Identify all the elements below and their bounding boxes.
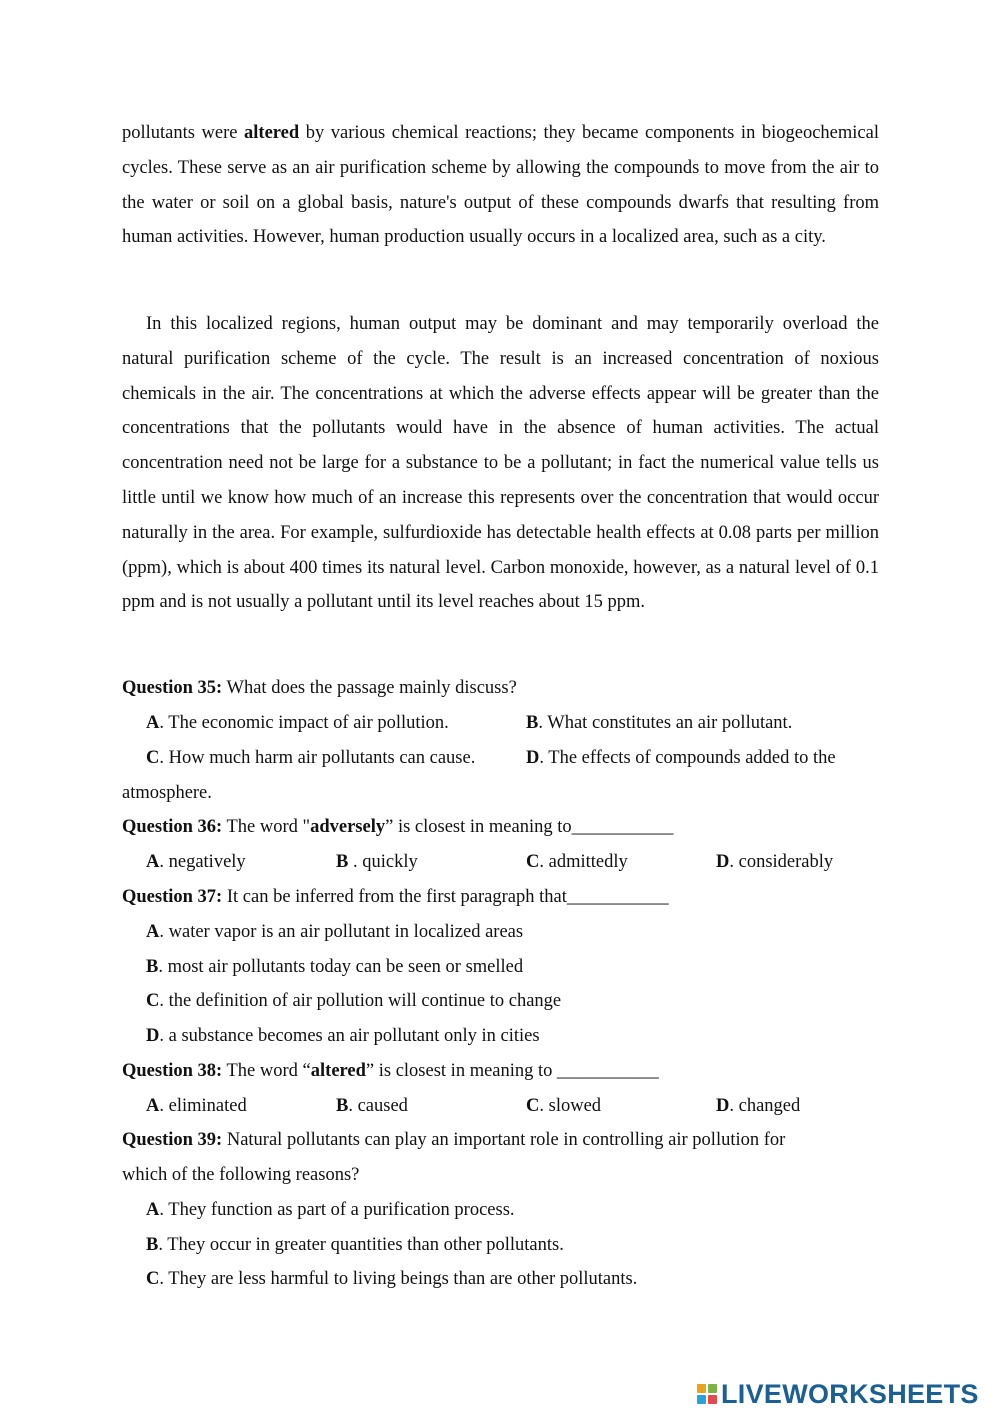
q35-c-letter: C — [146, 748, 160, 768]
q37-label: Question 37: — [122, 887, 223, 907]
q37-a-letter: A — [146, 922, 160, 942]
liveworksheets-logo[interactable] — [697, 1374, 979, 1414]
q39-c-text: . They are less harmful to living beings than are other pollutants. — [159, 1269, 638, 1289]
q38-d-letter: D — [716, 1096, 730, 1116]
q37-a-text: . water vapor is an air pollutant in localized areas — [159, 922, 524, 942]
q38-option-a[interactable] — [146, 1094, 247, 1118]
q39-text-line-2: which of the following reasons? — [122, 1165, 360, 1185]
q38-b-letter: B — [336, 1096, 349, 1116]
q35-stem — [122, 676, 517, 700]
q39-option-a[interactable] — [146, 1198, 515, 1222]
q39-a-letter: A — [146, 1200, 160, 1220]
q37-option-a[interactable] — [146, 920, 523, 944]
q38-d-text: . changed — [729, 1096, 801, 1116]
q35-option-d-continuation: atmosphere. — [122, 783, 212, 803]
q36-c-text: . admittedly — [539, 852, 628, 872]
q35-a-text: . The economic impact of air pollution. — [159, 713, 449, 733]
q35-label: Question 35: — [122, 678, 223, 698]
q36-label: Question 36: — [122, 817, 223, 837]
q36-b-text: . quickly — [348, 852, 418, 872]
q36-option-b[interactable] — [336, 850, 418, 874]
q37-d-text: . a substance becomes an air pollutant only in cities — [159, 1026, 540, 1046]
q39-text-line-1: Natural pollutants can play an important role in controlling air pollution for — [222, 1130, 786, 1150]
q35-text: What does the passage mainly discuss? — [222, 678, 517, 698]
q39-option-b[interactable] — [146, 1233, 564, 1257]
q37-stem — [122, 885, 669, 909]
q38-a-text: . eliminated — [159, 1096, 247, 1116]
q39-a-text: . They function as part of a purification process. — [159, 1200, 515, 1220]
q38-bold-word: altered — [310, 1061, 366, 1081]
q35-d-text: . The effects of compounds added to the — [539, 748, 836, 768]
q36-post: ” is closest in meaning to___________ — [385, 817, 674, 837]
q35-b-text: . What constitutes an air pollutant. — [538, 713, 793, 733]
q37-option-c[interactable] — [146, 989, 561, 1013]
q38-c-letter: C — [526, 1096, 540, 1116]
liveworksheets-logo-icon — [697, 1384, 717, 1404]
q38-pre: The word “ — [222, 1061, 311, 1081]
q36-c-letter: C — [526, 852, 540, 872]
p1-before: pollutants were — [122, 123, 245, 143]
q39-stem — [122, 1128, 785, 1152]
q38-c-text: . slowed — [539, 1096, 602, 1116]
q36-d-letter: D — [716, 852, 730, 872]
q36-a-letter: A — [146, 852, 160, 872]
p1-after: by various chemical reactions; they became components in biogeochemical cycles. These serve as an air purification scheme by allowing the compounds to move from the air to the water or soil on a global basis, nature's output of these compounds dwarfs that resulting from human activities. However, human production usually occurs in a localized area, such as a city. — [122, 123, 879, 248]
passage-paragraph-2: In this localized regions, human output may be dominant and may temporarily overload the natural purification scheme of the cycle. The result is an increased concentration of noxious chemicals in the air. The concentrations at which the adverse effects appear will be greater than the concentrations that the pollutants would have in the absence of human activities. The actual concentration need not be large for a substance to be a pollutant; in fact the numerical value tells us little until we know how much of an increase this represents over the concentration that would occur naturally in the area. For example, sulfurdioxide has detectable health effects at 0.08 parts per million (ppm), which is about 400 times its natural level. Carbon monoxide, however, as a natural level of 0.1 ppm and is not usually a pollutant until its level reaches about 15 ppm. — [122, 314, 879, 613]
q35-d-letter: D — [526, 748, 540, 768]
p1-bold-word: altered — [244, 123, 300, 143]
q36-a-text: . negatively — [159, 852, 246, 872]
q39-option-c[interactable] — [146, 1267, 637, 1291]
q37-text: It can be inferred from the first paragraph that___________ — [222, 887, 669, 907]
q35-c-text: . How much harm air pollutants can cause. — [159, 748, 476, 768]
q36-d-text: . considerably — [729, 852, 834, 872]
q36-option-c[interactable] — [526, 850, 628, 874]
logo-text: LIVEWORKSHEETS — [721, 1378, 979, 1409]
q36-pre: The word " — [222, 817, 311, 837]
q35-b-letter: B — [526, 713, 539, 733]
q37-b-text: . most air pollutants today can be seen or smelled — [158, 957, 524, 977]
q38-post: ” is closest in meaning to ___________ — [365, 1061, 659, 1081]
q35-option-d[interactable] — [526, 746, 836, 770]
q38-option-b[interactable] — [336, 1094, 408, 1118]
q36-option-a[interactable] — [146, 850, 246, 874]
q38-a-letter: A — [146, 1096, 160, 1116]
q39-b-letter: B — [146, 1235, 159, 1255]
q39-label: Question 39: — [122, 1130, 223, 1150]
passage-paragraph-1 — [122, 116, 879, 255]
q39-c-letter: C — [146, 1269, 160, 1289]
q35-option-a[interactable] — [146, 711, 449, 735]
q36-b-letter: B — [336, 852, 349, 872]
q37-b-letter: B — [146, 957, 159, 977]
q37-option-d[interactable] — [146, 1024, 540, 1048]
q36-option-d[interactable] — [716, 850, 833, 874]
q37-d-letter: D — [146, 1026, 160, 1046]
q37-c-letter: C — [146, 991, 160, 1011]
q35-a-letter: A — [146, 713, 160, 733]
q38-option-c[interactable] — [526, 1094, 601, 1118]
q36-bold-word: adversely — [310, 817, 386, 837]
q39-b-text: . They occur in greater quantities than other pollutants. — [158, 1235, 564, 1255]
q35-option-c[interactable] — [146, 746, 475, 770]
q36-stem — [122, 815, 673, 839]
q35-option-b[interactable] — [526, 711, 792, 735]
q37-option-b[interactable] — [146, 955, 523, 979]
q37-c-text: . the definition of air pollution will continue to change — [159, 991, 562, 1011]
q38-option-d[interactable] — [716, 1094, 800, 1118]
q38-b-text: . caused — [348, 1096, 408, 1116]
q38-label: Question 38: — [122, 1061, 223, 1081]
q38-stem — [122, 1059, 659, 1083]
